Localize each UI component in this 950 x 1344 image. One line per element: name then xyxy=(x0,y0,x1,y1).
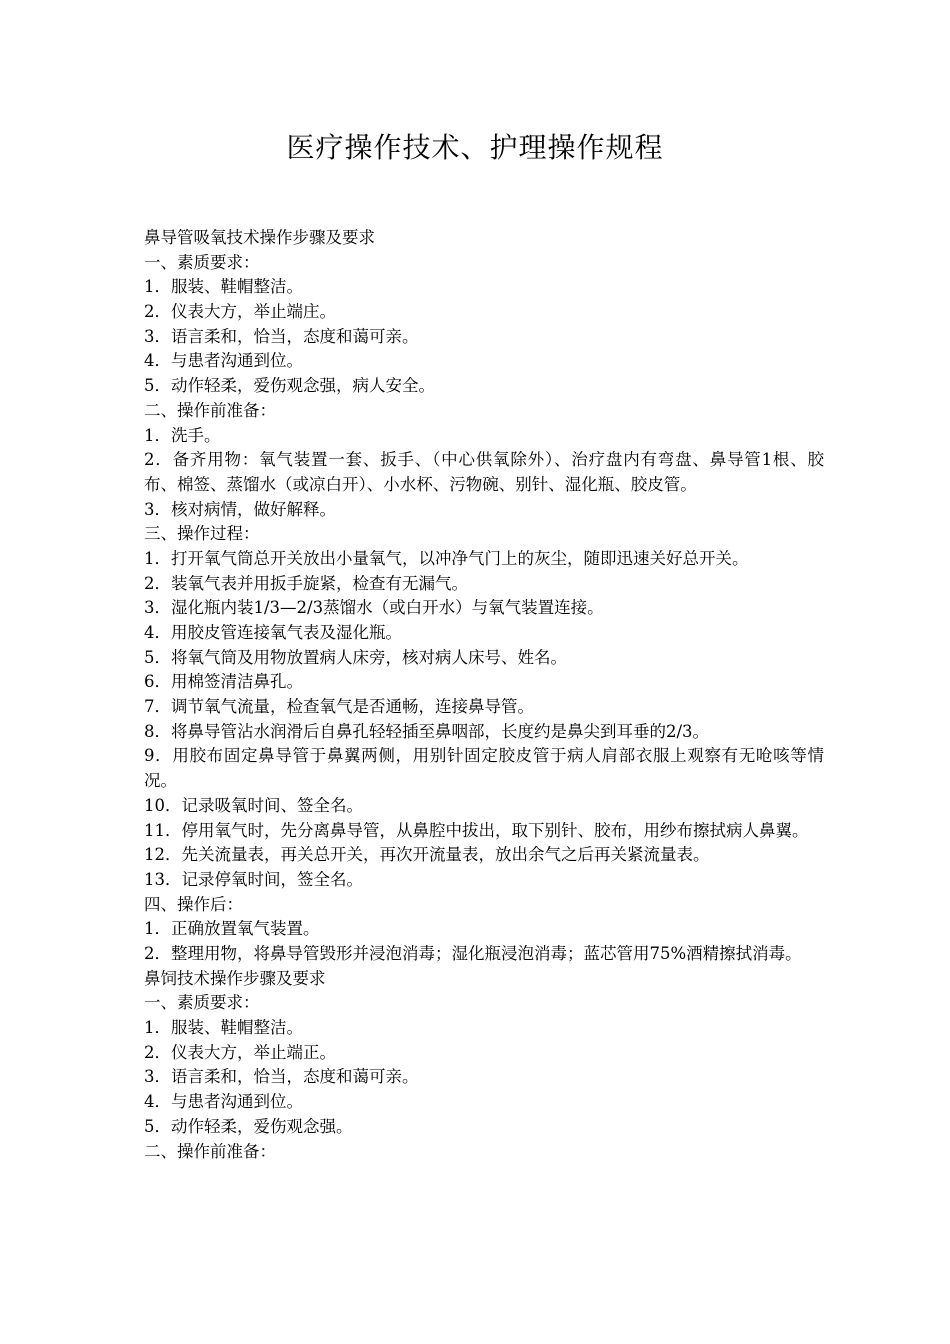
section-heading: 鼻饲技术操作步骤及要求 xyxy=(144,968,326,988)
list-item: 3．语言柔和，恰当，态度和蔼可亲。 xyxy=(144,1067,419,1087)
list-item: 5．动作轻柔，爱伤观念强，病人安全。 xyxy=(144,376,435,396)
subsection-heading: 三、操作过程： xyxy=(144,524,260,544)
list-item: 10．记录吸氧时间、签全名。 xyxy=(144,795,363,815)
section-heading: 鼻导管吸氧技术操作步骤及要求 xyxy=(144,228,375,247)
document-title: 医疗操作技术、护理操作规程 xyxy=(286,131,664,164)
list-item: 5．动作轻柔，爱伤观念强。 xyxy=(144,1116,353,1136)
list-item: 4．用胶皮管连接氧气表及湿化瓶。 xyxy=(144,623,402,643)
list-item: 11．停用氧气时，先分离鼻导管，从鼻腔中拔出，取下别针、胶布，用纱布擦拭病人鼻翼。 xyxy=(144,820,809,840)
list-item: 5．将氧气筒及用物放置病人床旁，核对病人床号、姓名。 xyxy=(144,647,567,667)
list-item: 3．语言柔和，恰当，态度和蔼可亲。 xyxy=(144,326,419,346)
list-item: 1．打开氧气筒总开关放出小量氧气，以冲净气门上的灰尘，随即迅速关好总开关。 xyxy=(144,548,749,568)
list-item: 6．用棉签清洁鼻孔。 xyxy=(144,672,303,692)
list-item: 1．正确放置氧气装置。 xyxy=(144,919,320,939)
list-item: 13．记录停氧时间，签全名。 xyxy=(144,869,363,889)
list-item: 8．将鼻导管沾水润滑后自鼻孔轻轻插至鼻咽部，长度约是鼻尖到耳垂的2/3。 xyxy=(144,721,710,741)
list-item: 2．装氧气表并用扳手旋紧，检查有无漏气。 xyxy=(144,573,468,593)
list-item: 1．洗手。 xyxy=(144,425,221,445)
subsection-heading: 二、操作前准备： xyxy=(144,400,276,420)
subsection-heading: 一、素质要求： xyxy=(144,993,260,1013)
list-item: 9．用胶布固定鼻导管于鼻翼两侧，用别针固定胶皮管于病人肩部衣服上观察有无呛咳等情况。 xyxy=(144,746,824,791)
list-item: 7．调节氧气流量，检查氧气是否通畅，连接鼻导管。 xyxy=(144,697,534,717)
list-item: 2．仪表大方，举止端正。 xyxy=(144,1042,336,1062)
subsection-heading: 四、操作后： xyxy=(144,894,243,914)
list-item: 2．备齐用物：氧气装置一套、扳手、（中心供氧除外）、治疗盘内有弯盘、鼻导管1根、胶布、棉签、蒸馏水（或凉白开）、小水杯、污物碗、别针、湿化瓶、胶皮管。 xyxy=(144,450,824,494)
list-item: 1．服装、鞋帽整洁。 xyxy=(144,1018,303,1038)
list-item: 1．服装、鞋帽整洁。 xyxy=(144,277,303,297)
subsection-heading: 一、素质要求： xyxy=(144,252,260,272)
list-item: 4．与患者沟通到位。 xyxy=(144,351,303,371)
list-item: 2．整理用物，将鼻导管毁形并浸泡消毒；湿化瓶浸泡消毒；蓝芯管用75%酒精擦拭消毒。 xyxy=(144,944,802,964)
list-item: 3．核对病情，做好解释。 xyxy=(144,499,336,519)
list-item: 2．仪表大方，举止端庄。 xyxy=(144,302,336,322)
list-item: 12．先关流量表，再关总开关，再次开流量表，放出余气之后再关紧流量表。 xyxy=(144,845,710,865)
document-body xyxy=(144,226,824,1164)
subsection-heading: 二、操作前准备： xyxy=(144,1141,276,1161)
list-item: 3．湿化瓶内装1/3—2/3蒸馏水（或白开水）与氧气装置连接。 xyxy=(144,598,604,618)
list-item: 4．与患者沟通到位。 xyxy=(144,1092,303,1112)
